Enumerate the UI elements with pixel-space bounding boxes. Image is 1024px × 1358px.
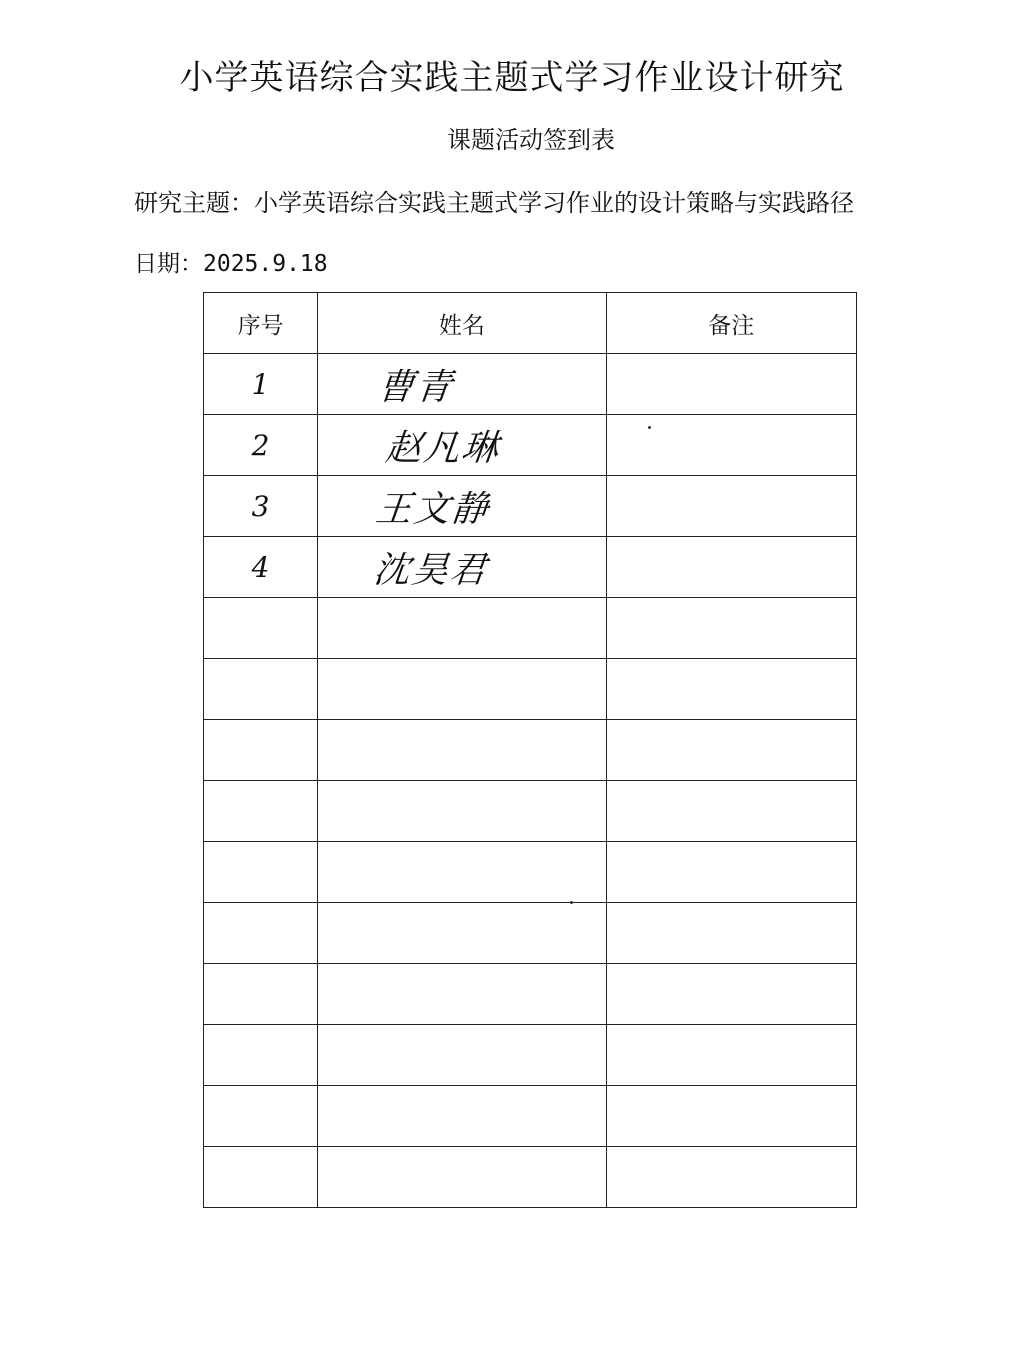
row-number bbox=[204, 964, 318, 1025]
row-number: 2 bbox=[204, 415, 318, 476]
row-note bbox=[606, 537, 856, 598]
row-number bbox=[204, 842, 318, 903]
row-name-signature bbox=[318, 415, 606, 476]
stray-mark bbox=[570, 901, 573, 904]
table-row bbox=[204, 1025, 857, 1086]
table-row bbox=[204, 1086, 857, 1147]
row-name-signature bbox=[318, 354, 606, 415]
date-line: 日期：2025.9.18 bbox=[134, 251, 328, 277]
table-row bbox=[204, 598, 857, 659]
header-note: 备注 bbox=[606, 293, 856, 354]
row-number bbox=[204, 781, 318, 842]
row-note bbox=[606, 1086, 856, 1147]
row-number bbox=[204, 1147, 318, 1208]
table-row bbox=[204, 781, 857, 842]
table-row bbox=[204, 354, 857, 415]
row-note bbox=[606, 1147, 856, 1208]
row-number bbox=[204, 598, 318, 659]
row-name-signature bbox=[318, 537, 606, 598]
table-header-row bbox=[204, 293, 857, 354]
row-number bbox=[204, 1086, 318, 1147]
signature-text: 王文静 bbox=[373, 488, 493, 530]
row-name-signature bbox=[318, 781, 606, 842]
row-note bbox=[606, 1025, 856, 1086]
row-name-signature bbox=[318, 598, 606, 659]
table-row bbox=[204, 1147, 857, 1208]
row-number bbox=[204, 720, 318, 781]
row-note bbox=[606, 842, 856, 903]
table-row bbox=[204, 720, 857, 781]
table-row bbox=[204, 476, 857, 537]
row-name-signature bbox=[318, 903, 606, 964]
row-note bbox=[606, 659, 856, 720]
document-title: 小学英语综合实践主题式学习作业设计研究 bbox=[179, 58, 845, 98]
row-name-signature bbox=[318, 1086, 606, 1147]
table-row bbox=[204, 903, 857, 964]
row-note bbox=[606, 598, 856, 659]
table-row bbox=[204, 415, 857, 476]
row-number bbox=[204, 659, 318, 720]
row-name-signature bbox=[318, 476, 606, 537]
header-number: 序号 bbox=[204, 293, 318, 354]
row-note bbox=[606, 720, 856, 781]
row-name-signature bbox=[318, 964, 606, 1025]
row-number bbox=[204, 903, 318, 964]
stray-mark bbox=[648, 426, 651, 429]
row-note bbox=[606, 964, 856, 1025]
table-row bbox=[204, 964, 857, 1025]
row-note bbox=[606, 903, 856, 964]
row-name-signature bbox=[318, 659, 606, 720]
row-name-signature bbox=[318, 842, 606, 903]
document-subtitle: 课题活动签到表 bbox=[447, 126, 615, 154]
row-name-signature bbox=[318, 720, 606, 781]
row-note bbox=[606, 781, 856, 842]
table-row bbox=[204, 659, 857, 720]
row-note bbox=[606, 415, 856, 476]
table-row bbox=[204, 842, 857, 903]
row-number: 3 bbox=[204, 476, 318, 537]
row-name-signature bbox=[318, 1025, 606, 1086]
signature-text: 赵凡琳 bbox=[383, 427, 503, 469]
row-number: 4 bbox=[204, 537, 318, 598]
table-row bbox=[204, 537, 857, 598]
sign-in-table bbox=[203, 292, 857, 1208]
signature-text: 沈昊君 bbox=[371, 549, 491, 591]
row-number bbox=[204, 1025, 318, 1086]
row-note bbox=[606, 354, 856, 415]
row-number: 1 bbox=[204, 354, 318, 415]
row-note bbox=[606, 476, 856, 537]
row-name-signature bbox=[318, 1147, 606, 1208]
signature-text: 曹青 bbox=[375, 366, 457, 408]
research-topic: 研究主题：小学英语综合实践主题式学习作业的设计策略与实践路径 bbox=[134, 189, 854, 217]
header-name: 姓名 bbox=[318, 293, 606, 354]
